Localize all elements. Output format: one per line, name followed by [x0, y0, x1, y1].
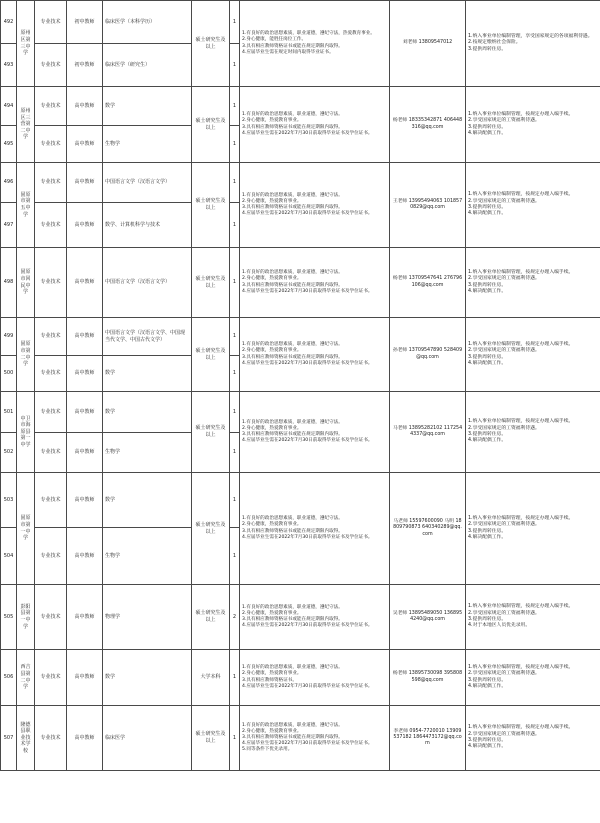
benefits-cell	[466, 706, 600, 771]
school-cell: 固原市回民中学	[17, 248, 35, 318]
table-row	[1, 706, 600, 771]
contact-cell: 马老师 15597600090 马明 18809790873 640340289@qq.com	[390, 473, 466, 585]
school-cell: 固原市第五中学	[17, 163, 35, 248]
table-row	[1, 318, 600, 356]
benefit-line: 4.解决配偶工作。	[468, 130, 507, 136]
benefits-cell	[466, 87, 600, 163]
benefit-line: 3.提供周转住房。	[468, 528, 507, 534]
requirement-line: 3.具有相应教师资格证书或能在规定期限内取得。	[242, 205, 343, 210]
benefit-line: 4.对于本地区人员优先录用。	[468, 623, 531, 629]
major-cell: 生物学	[103, 433, 192, 473]
requirement-line: 4.应届毕业生需在2022年7月30日前取得毕业证书及学位证书。	[242, 438, 373, 444]
requirement-line: 1.有良好的政治思想素质，职业道德，遵纪守法，热爱教育事业。	[242, 31, 376, 37]
major-cell: 物理学	[103, 585, 192, 650]
requirements-cell	[240, 318, 390, 392]
benefit-line: 3.提供周转住房。	[468, 432, 507, 437]
requirement-line: 2.身心健康，热爱教育事业。	[242, 348, 302, 354]
requirement-line: 1.有良好的政治思想素质，职业道德，遵纪守法。	[242, 270, 343, 276]
table-row	[1, 1, 600, 44]
post-type-cell: 专业技术	[35, 87, 67, 126]
requirement-line: 2.身心健康，热爱教育事业。	[242, 276, 302, 282]
headcount-cell: 1	[230, 433, 240, 473]
row-id-cell: 492	[1, 1, 17, 44]
benefit-line: 4.解决配偶工作。	[468, 211, 507, 217]
headcount-cell: 1	[230, 392, 240, 433]
major-cell: 中国语言文学（汉语言文学、中国现当代文学、中国古代文学）	[103, 318, 192, 356]
post-name-cell: 初中教师	[67, 44, 103, 87]
headcount-cell: 1	[230, 706, 240, 771]
school-cell: 固原市第二中学	[17, 318, 35, 392]
post-name-cell: 高中教师	[67, 650, 103, 706]
post-type-cell: 专业技术	[35, 528, 67, 585]
benefit-line: 2.享受国家规定的工资福利待遇。	[468, 118, 540, 124]
benefit-line: 2.享受国家规定的工资福利待遇。	[468, 522, 540, 528]
requirement-line: 3.具有相应教师资格证书。	[242, 677, 297, 683]
post-type-cell: 专业技术	[35, 585, 67, 650]
benefit-line: 3.提供周转住房。	[468, 677, 507, 683]
requirement-line: 2.身心健康，热爱教育事业。	[242, 671, 302, 677]
table-row	[1, 163, 600, 203]
row-id-cell: 497	[1, 203, 17, 248]
benefits-cell	[466, 585, 600, 650]
row-id-cell: 496	[1, 163, 17, 203]
requirement-line: 4.应届毕业生需在2022年7月30日前取得毕业证书及学位证书。	[242, 683, 373, 689]
headcount-cell: 1	[230, 44, 240, 87]
school-cell: 中卫市海原县第一中学	[17, 392, 35, 473]
school-cell: 原州区第三中学	[17, 1, 35, 87]
education-cell: 硕士研究生及以上	[192, 163, 230, 248]
headcount-cell: 1	[230, 318, 240, 356]
school-cell: 原州区三营第二中学	[17, 87, 35, 163]
headcount-cell: 1	[230, 87, 240, 126]
row-id-cell: 500	[1, 356, 17, 392]
row-id-cell: 504	[1, 528, 17, 585]
post-name-cell: 高中教师	[67, 87, 103, 126]
requirements-cell	[240, 706, 390, 771]
post-type-cell: 专业技术	[35, 318, 67, 356]
headcount-cell: 1	[230, 126, 240, 163]
post-name-cell: 高中教师	[67, 433, 103, 473]
school-cell: 彭阳县第一中学	[17, 585, 35, 650]
post-name-cell: 高中教师	[67, 126, 103, 163]
education-cell: 硕士研究生及以上	[192, 1, 230, 87]
requirements-cell	[240, 392, 390, 473]
requirement-line: 4.应届毕业生需在2022年7月30日前取得毕业证书及学位证书。	[242, 534, 373, 540]
row-id-cell: 494	[1, 87, 17, 126]
requirement-line: 1.有良好的政治思想素质，职业道德，遵纪守法。	[242, 112, 343, 118]
requirement-line: 3.具有相应教师资格证书或能在规定期限内取得。	[242, 432, 343, 437]
row-id-cell: 506	[1, 650, 17, 706]
benefit-line: 1.纳入事业单位编制管理，按规定办理入编手续。	[468, 419, 574, 425]
requirement-line: 3.具有相应教师资格证书或能在规定期限内取得。	[242, 354, 343, 360]
school-cell: 西吉县第二中学	[17, 650, 35, 706]
table-row	[1, 473, 600, 528]
benefit-line: 2.按规定缴纳社会保险。	[468, 40, 521, 46]
major-cell: 生物学	[103, 126, 192, 163]
contact-cell: 吴老师 13895489050 1368954240@qq.com	[390, 585, 466, 650]
headcount-cell: 1	[230, 203, 240, 248]
requirements-cell	[240, 163, 390, 248]
requirement-line: 4.应届毕业生需在2022年7月30日前取得毕业证书及学位证书。	[242, 130, 373, 136]
post-type-cell: 专业技术	[35, 248, 67, 318]
benefits-cell	[466, 473, 600, 585]
major-cell: 数学	[103, 87, 192, 126]
requirement-line: 2.身心健康，热爱教育事业。	[242, 610, 302, 616]
requirement-line: 1.有良好的政治思想素质，职业道德，遵纪守法。	[242, 516, 343, 522]
major-cell: 数学	[103, 650, 192, 706]
requirement-line: 1.有良好的政治思想素质，职业道德，遵纪守法。	[242, 192, 343, 198]
headcount-cell: 1	[230, 1, 240, 44]
benefit-line: 3.提供周转住房。	[468, 617, 507, 622]
requirement-line: 3.具有相应教师资格证书或能在规定期限内取得。	[242, 282, 343, 288]
education-cell: 大学本科	[192, 650, 230, 706]
row-id-cell: 501	[1, 392, 17, 433]
requirement-line: 4.应届毕业生需在规定时间内取得毕业证书。	[242, 49, 334, 55]
post-type-cell: 专业技术	[35, 433, 67, 473]
row-id-cell: 507	[1, 706, 17, 771]
benefit-line: 1.纳入事业单位编制管理，按规定办理入编手续。	[468, 604, 574, 610]
row-id-cell: 505	[1, 585, 17, 650]
contact-cell: 王老师 13995494063 1018570829@qq.com	[390, 163, 466, 248]
table-row	[1, 585, 600, 650]
benefit-line: 1.纳入事业单位编制管理，按规定办理入编手续。	[468, 111, 574, 117]
table-row	[1, 248, 600, 318]
post-name-cell: 高中教师	[67, 318, 103, 356]
benefits-cell	[466, 248, 600, 318]
table-row	[1, 87, 600, 126]
post-type-cell: 专业技术	[35, 1, 67, 44]
post-name-cell: 高中教师	[67, 163, 103, 203]
requirement-line: 1.有良好的政治思想素质，职业道德，遵纪守法。	[242, 665, 343, 671]
education-cell: 硕士研究生及以上	[192, 706, 230, 771]
benefit-line: 1.纳入事业单位编制管理，按规定办理入编手续。	[468, 192, 574, 198]
requirement-line: 5.同等条件下优先录用。	[242, 747, 293, 753]
requirement-line: 2.身心健康，热爱教育事业。	[242, 728, 302, 734]
post-name-cell: 高中教师	[67, 392, 103, 433]
headcount-cell: 2	[230, 585, 240, 650]
benefits-cell	[466, 1, 600, 87]
benefit-line: 3.提供周转住房。	[468, 738, 507, 743]
headcount-cell: 1	[230, 356, 240, 392]
major-cell: 数学	[103, 473, 192, 528]
benefit-line: 1.纳入事业单位编制管理，按规定办理入编手续。	[468, 341, 574, 347]
benefit-line: 4.解决配偶工作。	[468, 360, 507, 366]
headcount-cell: 1	[230, 163, 240, 203]
requirement-line: 1.有良好的政治思想素质，职业道德，遵纪守法。	[242, 722, 343, 728]
requirements-cell	[240, 87, 390, 163]
post-name-cell: 高中教师	[67, 356, 103, 392]
post-type-cell: 专业技术	[35, 392, 67, 433]
headcount-cell: 1	[230, 650, 240, 706]
benefit-line: 1.纳入事业单位编制管理，按规定办理入编手续。	[468, 269, 574, 275]
requirements-cell	[240, 585, 390, 650]
requirement-line: 2.身心健康，热爱教育事业。	[242, 118, 302, 124]
post-name-cell: 高中教师	[67, 203, 103, 248]
requirement-line: 4.应届毕业生需在2022年7月30日前取得毕业证书及学位证书。	[242, 360, 373, 366]
table-row	[1, 650, 600, 706]
requirement-line: 3.具有相应教师资格证书或能在规定期限内取得。	[242, 43, 343, 49]
benefit-line: 2.享受国家规定的工资福利待遇。	[468, 671, 540, 677]
major-cell: 临床医学	[103, 706, 192, 771]
table-body	[1, 1, 600, 771]
benefit-line: 1.纳入事业单位编制管理，按规定办理入编手续。	[468, 725, 574, 731]
major-cell: 中国语言文学（汉语言文学）	[103, 248, 192, 318]
major-cell: 数学	[103, 392, 192, 433]
benefit-line: 3.提供周转住房。	[468, 205, 507, 210]
requirement-line: 3.具有相应教师资格证书或能在规定期限内取得。	[242, 617, 343, 622]
benefit-line: 3.提供周转住房。	[468, 124, 507, 130]
benefit-line: 4.解决配偶工作。	[468, 683, 507, 689]
headcount-cell: 1	[230, 473, 240, 528]
major-cell: 数学、计算机科学与技术	[103, 203, 192, 248]
row-id-cell: 499	[1, 318, 17, 356]
requirement-line: 2.身心健康，热爱教育事业。	[242, 522, 302, 528]
benefit-line: 4.解决配偶工作。	[468, 744, 507, 750]
major-cell: 临床医学（研究生）	[103, 44, 192, 87]
requirement-line: 1.有良好的政治思想素质，职业道德，遵纪守法。	[242, 342, 343, 348]
requirements-cell	[240, 473, 390, 585]
benefit-line: 4.解决配偶工作。	[468, 534, 507, 540]
benefit-line: 3.提供周转住房。	[468, 354, 507, 360]
post-name-cell: 高中教师	[67, 585, 103, 650]
major-cell: 生物学	[103, 528, 192, 585]
school-cell: 隆德县职业技术学校	[17, 706, 35, 771]
requirement-line: 1.有良好的政治思想素质，职业道德，遵纪守法。	[242, 419, 343, 425]
table-row	[1, 392, 600, 433]
education-cell: 硕士研究生及以上	[192, 392, 230, 473]
requirements-cell	[240, 650, 390, 706]
requirement-line: 2.身心健康，能胜任岗位工作。	[242, 37, 307, 43]
headcount-cell: 1	[230, 528, 240, 585]
major-cell: 数学	[103, 356, 192, 392]
post-type-cell: 专业技术	[35, 163, 67, 203]
benefit-line: 2.享受国家规定的工资福利待遇。	[468, 276, 540, 282]
headcount-cell: 1	[230, 248, 240, 318]
row-id-cell: 503	[1, 473, 17, 528]
requirement-line: 3.具有相应教师资格证书或能在规定期限内取得。	[242, 124, 343, 130]
post-name-cell: 初中教师	[67, 1, 103, 44]
benefit-line: 1.纳入事业单位编制管理，享受国家规定的各项福利待遇。	[468, 34, 593, 39]
post-type-cell: 专业技术	[35, 650, 67, 706]
education-cell: 硕士研究生及以上	[192, 585, 230, 650]
benefit-line: 2.享受国家规定的工资福利待遇。	[468, 348, 540, 354]
post-name-cell: 高中教师	[67, 706, 103, 771]
education-cell: 硕士研究生及以上	[192, 248, 230, 318]
contact-cell: 杨老师 18335342871 406448316@qq.com	[390, 87, 466, 163]
benefit-line: 2.享受国家规定的工资福利待遇。	[468, 198, 540, 204]
benefits-cell	[466, 650, 600, 706]
post-name-cell: 高中教师	[67, 473, 103, 528]
requirement-line: 2.身心健康，热爱教育事业。	[242, 425, 302, 431]
requirement-line: 3.具有相应教师资格证书或能在规定期限内取得。	[242, 528, 343, 534]
benefit-line: 2.享受国家规定的工资福利待遇。	[468, 425, 540, 431]
benefit-line: 3.提供周转住房。	[468, 46, 507, 52]
requirements-cell	[240, 1, 390, 87]
post-type-cell: 专业技术	[35, 126, 67, 163]
benefits-cell	[466, 163, 600, 248]
requirement-line: 4.应届毕业生需在2022年7月30日前取得毕业证书及学位证书。	[242, 623, 373, 629]
benefit-line: 1.纳入事业单位编制管理，按规定办理入编手续。	[468, 515, 574, 521]
benefit-line: 1.纳入事业单位编制管理，按规定办理入编手续。	[468, 664, 574, 670]
education-cell: 硕士研究生及以上	[192, 473, 230, 585]
benefits-cell	[466, 318, 600, 392]
contact-cell: 李老师 0954-7720010 13909537182 1864473172@qq.com	[390, 706, 466, 771]
row-id-cell: 502	[1, 433, 17, 473]
benefit-line: 4.解决配偶工作。	[468, 288, 507, 294]
requirement-line: 4.应届毕业生需在2022年7月30日前取得毕业证书及学位证书。	[242, 211, 373, 217]
benefit-line: 4.解决配偶工作。	[468, 438, 507, 444]
benefit-line: 2.享受国家规定的工资福利待遇。	[468, 731, 540, 737]
post-type-cell: 专业技术	[35, 706, 67, 771]
row-id-cell: 493	[1, 44, 17, 87]
major-cell: 临床医学（本科学历）	[103, 1, 192, 44]
requirement-line: 3.具有相应教师资格证书或能在规定期限内取得。	[242, 734, 343, 740]
row-id-cell: 495	[1, 126, 17, 163]
post-name-cell: 高中教师	[67, 248, 103, 318]
post-type-cell: 专业技术	[35, 473, 67, 528]
requirement-line: 2.身心健康，热爱教育事业。	[242, 198, 302, 204]
major-cell: 中国语言文学（汉语言文学）	[103, 163, 192, 203]
requirement-line: 1.有良好的政治思想素质，职业道德，遵纪守法。	[242, 604, 343, 610]
education-cell: 硕士研究生及以上	[192, 318, 230, 392]
post-type-cell: 专业技术	[35, 203, 67, 248]
post-name-cell: 高中教师	[67, 528, 103, 585]
contact-cell: 杨老师 13895730098 395808598@qq.com	[390, 650, 466, 706]
post-type-cell: 专业技术	[35, 356, 67, 392]
requirement-line: 4.应届毕业生需在2022年7月30日前取得毕业证书及学位证书。	[242, 288, 373, 294]
contact-cell: 马老师 13895282102 1172544337@qq.com	[390, 392, 466, 473]
requirements-cell	[240, 248, 390, 318]
contact-cell: 刘老师 13809547012	[390, 1, 466, 87]
contact-cell: 孙老师 13709547890 528409@qq.com	[390, 318, 466, 392]
post-type-cell: 专业技术	[35, 44, 67, 87]
contact-cell: 杨老师 13709547641 276796106@qq.com	[390, 248, 466, 318]
requirement-line: 4.应届毕业生需在2022年7月30日前取得毕业证书及学位证书。	[242, 741, 373, 747]
education-cell: 硕士研究生及以上	[192, 87, 230, 163]
row-id-cell: 498	[1, 248, 17, 318]
school-cell: 固原市第一中学	[17, 473, 35, 585]
benefits-cell	[466, 392, 600, 473]
benefit-line: 2.享受国家规定的工资福利待遇。	[468, 610, 540, 616]
benefit-line: 3.提供周转住房。	[468, 282, 507, 288]
